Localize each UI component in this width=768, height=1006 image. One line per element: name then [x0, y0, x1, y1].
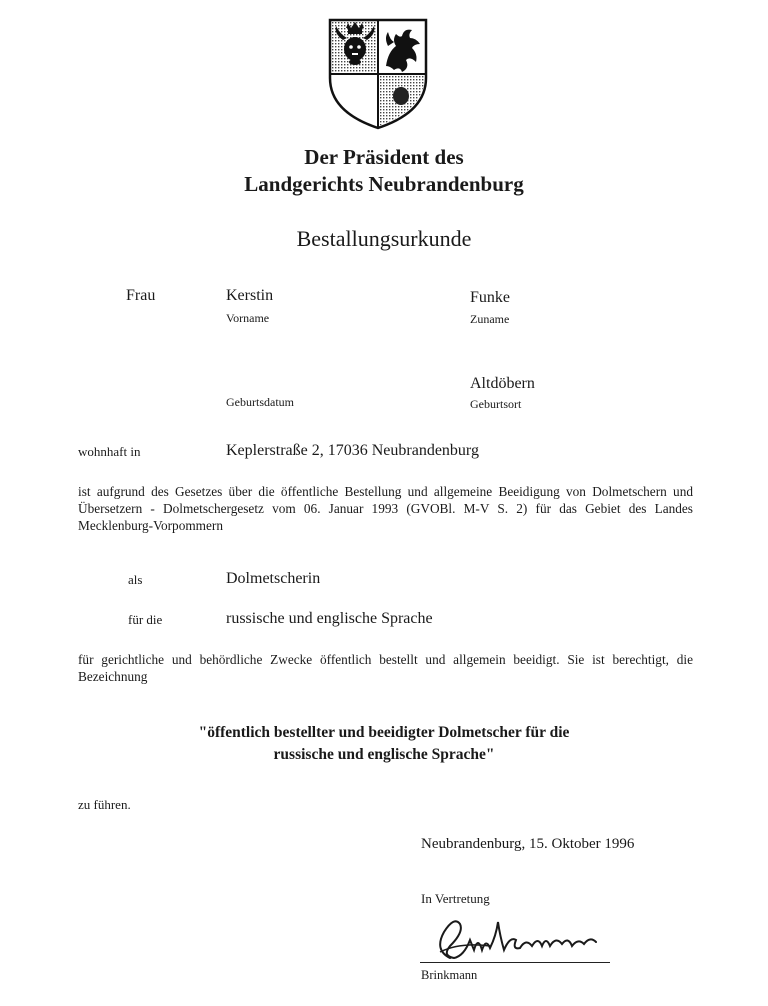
languages: russische und englische Sprache [226, 610, 433, 627]
purpose-paragraph: für gerichtliche und behördliche Zwecke öffentlich bestellt und allgemein beeidigt. Sie ist berechtigt, die Bezeichnung [78, 652, 693, 684]
role: Dolmetscherin [226, 570, 321, 587]
role-label: als [128, 572, 143, 587]
document-type: Bestallungsurkunde [296, 226, 472, 251]
first-name: Kerstin [226, 287, 274, 304]
residence: Keplerstraße 2, 17036 Neubrandenburg [226, 442, 479, 459]
signature-icon [420, 906, 620, 966]
signatory-name: Brinkmann [421, 968, 478, 982]
salutation: Frau [126, 287, 156, 304]
place-date: Neubrandenburg, 15. Oktober 1996 [421, 836, 635, 852]
first-name-label: Vorname [226, 311, 270, 325]
birth-place: Altdöbern [470, 375, 535, 392]
last-name: Funke [470, 289, 510, 306]
legal-basis-paragraph: ist aufgrund des Gesetzes über die öffentliche Bestellung und allgemeine Beeidigung von Dolmetschern und Übersetzern - Dolmetschergesetz vom 06. Januar 1993 (GVOBl. M-V S. 2) für das Gebiet des Landes Mecklenburg-Vorpommern [78, 484, 693, 533]
issuer-title-line-1: Der Präsident des [304, 145, 464, 169]
signature-line [420, 962, 610, 963]
closing-text: zu führen. [78, 797, 131, 812]
deputy-label: In Vertretung [421, 891, 490, 906]
title-quote-line-1: "öffentlich bestellter und beeidigter Dolmetscher für die [198, 724, 570, 741]
birth-date-label: Geburtsdatum [226, 395, 294, 409]
title-quote-line-2: russische und englische Sprache" [273, 746, 495, 763]
last-name-label: Zuname [470, 312, 510, 326]
birth-place-label: Geburtsort [470, 397, 522, 411]
issuer-title-line-2: Landgerichts Neubrandenburg [244, 172, 524, 196]
coat-of-arms-icon [326, 16, 430, 132]
languages-label: für die [128, 612, 163, 627]
residence-label: wohnhaft in [78, 444, 141, 459]
